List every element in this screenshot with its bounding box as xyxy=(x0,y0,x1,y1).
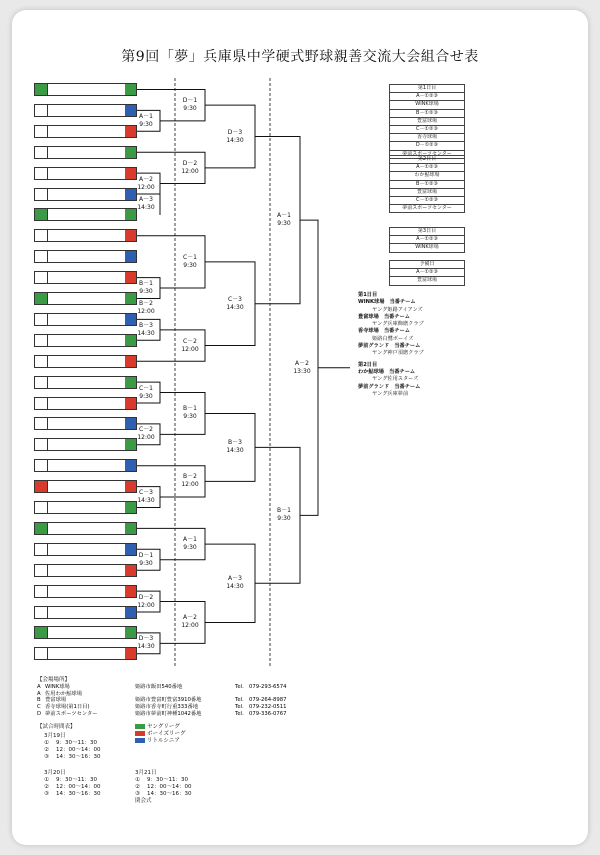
duty-team: ヤング兵庫夢前 xyxy=(372,390,409,397)
duty-venue: 香寺球場 当番チーム xyxy=(358,328,410,335)
slot-number: ② xyxy=(44,747,49,754)
match-code: D－3 xyxy=(227,128,243,136)
legend-label: ボーイズリーグ xyxy=(147,731,186,737)
match-label xyxy=(126,113,166,129)
match-label xyxy=(170,536,210,552)
slot-time: 14：30〜16：30 xyxy=(147,791,192,798)
match-code: D－1 xyxy=(138,551,154,559)
match-code: D－3 xyxy=(138,635,154,643)
duty-venue: わか鮎球場 当番チーム xyxy=(358,368,416,375)
duty-day2-list xyxy=(358,369,468,398)
slot-number: ③ xyxy=(44,791,49,798)
match-label xyxy=(126,635,166,651)
duty-venue: 豊富球場 当番チーム xyxy=(358,313,410,320)
match-time: 9:30 xyxy=(183,544,197,552)
venue-address: 姫路市夢前町神種1042番地 xyxy=(135,710,202,717)
duty-team: 姫路白鷺ボーイズ xyxy=(372,335,414,342)
venue-address: 姫路市豊富町豊富3910番地 xyxy=(135,697,202,704)
match-label xyxy=(170,160,210,176)
schedule-day1-box xyxy=(389,84,465,159)
schedule-cell: 豊富球場 xyxy=(416,277,437,284)
slot-time: 9：30〜11：30 xyxy=(147,777,188,783)
schedule-cell: 香寺球場 xyxy=(390,134,464,142)
match-time: 9:30 xyxy=(183,105,197,113)
slot-time: 12：00〜14：00 xyxy=(56,784,101,791)
slot-time: 12：00〜14：00 xyxy=(56,747,101,754)
times-day1-date: 3月19日 xyxy=(44,733,66,739)
match-time: 14:30 xyxy=(137,329,155,337)
match-code: C－1 xyxy=(182,253,197,261)
match-code: A－1 xyxy=(277,212,291,220)
slot-time: 9：30〜11：30 xyxy=(56,740,97,746)
legend-label: リトルシニア xyxy=(147,738,180,744)
match-label xyxy=(170,614,210,630)
match-code: A－1 xyxy=(139,112,153,120)
match-time: 12:00 xyxy=(181,481,199,489)
schedule-cell: 夢前スポーツセンター xyxy=(402,205,452,212)
schedule-cell: 夢前スポーツセンター xyxy=(402,150,452,157)
schedule-cell: 豊富球場 xyxy=(390,189,464,197)
venue-name: 豊富球場 xyxy=(45,697,67,704)
match-code: B－3 xyxy=(139,321,153,329)
match-time: 9:30 xyxy=(139,120,153,128)
match-label xyxy=(126,552,166,568)
match-time: 14:30 xyxy=(137,497,155,505)
schedule-cell: A－①②③ xyxy=(390,236,464,244)
venue-address: 姫路市飯田540番地 xyxy=(135,684,183,690)
match-code: C－2 xyxy=(182,337,197,345)
match-code: D－2 xyxy=(182,159,198,167)
venue-row xyxy=(37,711,337,718)
time-slot xyxy=(44,777,97,784)
venue-tel: 079-336-0767 xyxy=(249,710,287,717)
match-code: B－1 xyxy=(277,507,291,515)
match-label xyxy=(264,507,304,523)
page-title: 第9回「夢」兵庫県中学硬式野球親善交流大会組合せ表 xyxy=(121,49,479,65)
slot-time: 14：30〜16：30 xyxy=(56,754,101,761)
match-label xyxy=(126,489,166,505)
match-time: 9:30 xyxy=(139,559,153,567)
match-code: B－2 xyxy=(183,473,197,481)
match-time: 14:30 xyxy=(137,643,155,651)
schedule-cell: 第2日目 xyxy=(390,156,464,164)
match-code: A－1 xyxy=(183,536,197,544)
match-label xyxy=(126,385,166,401)
match-time: 9:30 xyxy=(277,515,291,523)
match-time: 12:00 xyxy=(137,601,155,609)
venue-list xyxy=(37,677,337,717)
duty-day1-title: 第1日目 xyxy=(358,292,378,298)
schedule-cell: C－①②③ xyxy=(390,126,464,134)
venue-tel-label: Tel. xyxy=(235,697,244,704)
slot-number: ① xyxy=(44,777,49,783)
slot-number: ① xyxy=(44,740,49,746)
time-slot xyxy=(44,791,101,798)
match-time: 9:30 xyxy=(183,261,197,269)
match-label xyxy=(215,439,255,455)
venue-name: 佐用わか鮎球場 xyxy=(45,690,83,697)
venue-row xyxy=(37,704,337,711)
schedule-day2-box xyxy=(389,155,465,213)
match-time: 12:00 xyxy=(137,434,155,442)
venue-tel: 079-264-8987 xyxy=(249,697,287,704)
slot-number: ② xyxy=(44,784,49,791)
match-code: D－2 xyxy=(138,593,154,601)
slot-number: ③ xyxy=(44,754,49,761)
time-slot xyxy=(44,740,97,747)
venue-header: 【会場場所】 xyxy=(37,677,71,683)
slot-number: ② xyxy=(135,784,140,791)
match-label xyxy=(215,129,255,145)
duty-team: ヤング姫路アイアンズ xyxy=(372,306,423,313)
match-label xyxy=(126,176,166,192)
duty-team: ヤング佐用スターズ xyxy=(372,376,419,383)
duty-venue: 夢前グランド 当番チーム xyxy=(358,343,421,350)
match-time: 14:30 xyxy=(226,136,244,144)
venue-tel-label: Tel. xyxy=(235,704,244,711)
venue-address: 姫路市香寺町行重333番地 xyxy=(135,704,199,711)
duty-day1-list xyxy=(358,299,468,357)
slot-time: 14：30〜16：30 xyxy=(56,791,101,798)
venue-tel: 079-232-0511 xyxy=(249,704,287,711)
match-code: A－3 xyxy=(228,575,242,583)
match-code: B－1 xyxy=(183,405,197,413)
legend-label: ヤングリーグ xyxy=(147,724,180,730)
match-label xyxy=(264,212,304,228)
match-label xyxy=(126,196,166,212)
match-time: 12:00 xyxy=(181,622,199,630)
schedule-cell: 第3日目 xyxy=(390,228,464,236)
match-label xyxy=(126,594,166,610)
schedule-cell: A－①②③ xyxy=(390,269,464,277)
match-code: B－2 xyxy=(139,300,153,308)
time-slot xyxy=(44,747,101,754)
match-time: 13:30 xyxy=(293,367,311,375)
legend-swatch xyxy=(135,731,145,736)
schedule-cell: わか鮎球場 xyxy=(390,172,464,180)
slot-number: ③ xyxy=(135,791,140,798)
match-code: A－2 xyxy=(183,614,197,622)
closing-ceremony: 閉会式 xyxy=(135,798,152,804)
venue-code: A xyxy=(37,690,41,697)
match-time: 9:30 xyxy=(277,220,291,228)
match-time: 12:00 xyxy=(137,183,155,191)
slot-time: 9：30〜11：30 xyxy=(56,777,97,783)
schedule-cell: C－①②③ xyxy=(390,197,464,205)
match-label xyxy=(170,405,210,421)
schedule-reserve-box xyxy=(389,260,465,286)
match-label xyxy=(126,426,166,442)
match-code: A－2 xyxy=(139,175,153,183)
venue-name: 夢前スポーツセンター xyxy=(45,710,98,717)
venue-tel: 079-293-6574 xyxy=(249,684,287,690)
match-time: 12:00 xyxy=(181,167,199,175)
schedule-cell: 豊富球場 xyxy=(390,118,464,126)
match-time: 12:00 xyxy=(181,345,199,353)
venue-code: D xyxy=(37,710,42,717)
match-label xyxy=(170,254,210,270)
slot-time: 12：00〜14：00 xyxy=(147,784,192,791)
schedule-cell: WINK球場 xyxy=(390,101,464,109)
match-label xyxy=(170,338,210,354)
venue-tel-label: Tel. xyxy=(235,710,244,717)
match-time: 9:30 xyxy=(139,392,153,400)
match-time: 12:00 xyxy=(137,308,155,316)
match-time: 14:30 xyxy=(226,303,244,311)
match-code: B－1 xyxy=(139,280,153,288)
venue-name: 香寺球場(第1日目) xyxy=(45,704,90,711)
match-label xyxy=(126,322,166,338)
time-slot xyxy=(135,784,192,791)
match-code: A－2 xyxy=(295,359,309,367)
match-label xyxy=(215,296,255,312)
times-day2-date: 3月20日 xyxy=(44,770,66,776)
time-slot xyxy=(44,784,101,791)
schedule-cell: WINK球場 xyxy=(415,244,439,251)
match-time: 14:30 xyxy=(226,447,244,455)
schedule-day3-box xyxy=(389,227,465,253)
match-time: 14:30 xyxy=(226,583,244,591)
schedule-cell: B－①②③ xyxy=(390,181,464,189)
schedule-cell: A－①②③ xyxy=(390,164,464,172)
match-time: 9:30 xyxy=(139,288,153,296)
duty-venue: 夢前グランド 当番チーム xyxy=(358,383,421,390)
slot-number: ① xyxy=(135,777,140,783)
match-time: 9:30 xyxy=(183,413,197,421)
match-code: B－3 xyxy=(228,439,242,447)
venue-code: C xyxy=(37,704,41,711)
match-label xyxy=(282,360,322,376)
duty-teams xyxy=(358,292,468,398)
time-slot xyxy=(44,754,101,761)
match-time: 14:30 xyxy=(137,203,155,211)
match-label xyxy=(126,300,166,316)
venue-code: A xyxy=(37,684,41,690)
times-day3-date: 3月21日 xyxy=(135,770,157,776)
duty-venue: WINK球場 当番チーム xyxy=(358,299,416,306)
match-code: C－3 xyxy=(138,489,153,497)
duty-day2-title: 第2日目 xyxy=(358,361,378,368)
schedule-cell: 第1日目 xyxy=(390,85,464,93)
venue-tel-label: Tel. xyxy=(235,684,244,690)
match-code: C－3 xyxy=(227,295,242,303)
times-header: 【試合時間表】 xyxy=(37,724,76,730)
match-label xyxy=(215,575,255,591)
schedule-cell: B－①②③ xyxy=(390,110,464,118)
venue-code: B xyxy=(37,697,41,704)
legend-swatch xyxy=(135,738,145,743)
legend-swatch xyxy=(135,724,145,729)
duty-team: ヤング神戸須磨クラブ xyxy=(372,350,424,357)
match-label xyxy=(170,473,210,489)
match-code: D－1 xyxy=(182,97,198,105)
venue-row xyxy=(37,684,337,691)
match-code: C－2 xyxy=(138,426,153,434)
venue-name: WINK球場 xyxy=(45,684,70,690)
match-label xyxy=(126,280,166,296)
schedule-cell: A－①②③ xyxy=(390,93,464,101)
schedule-cell: D－①②③ xyxy=(390,142,464,150)
match-code: A－3 xyxy=(139,195,153,203)
duty-team: ヤング兵庫飾磨クラブ xyxy=(372,321,424,328)
schedule-cell: 予備日 xyxy=(390,261,464,269)
match-label xyxy=(170,97,210,113)
match-code: C－1 xyxy=(138,384,153,392)
time-slot xyxy=(135,777,188,784)
